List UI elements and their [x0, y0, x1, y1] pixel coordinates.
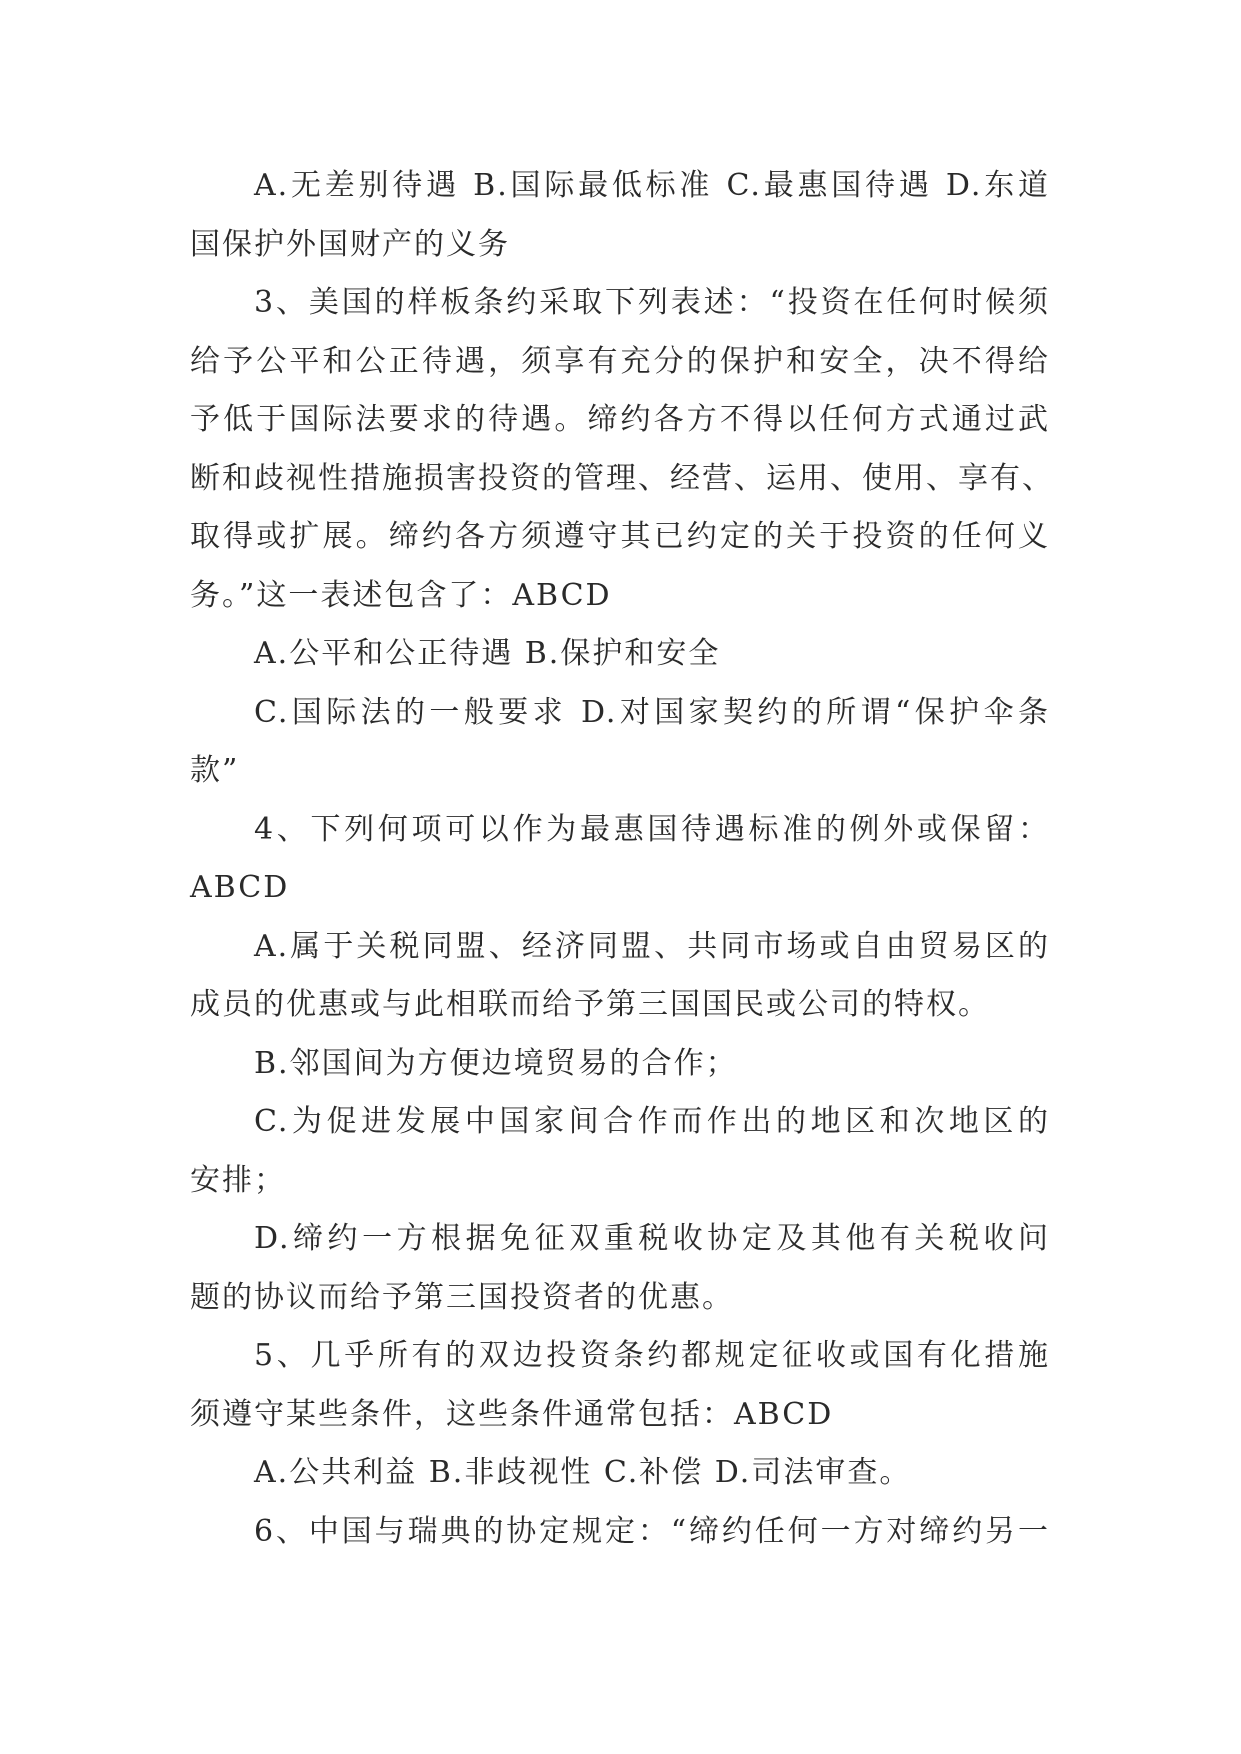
text-line: 给予公平和公正待遇，须享有充分的保护和安全，决不得给	[190, 343, 1050, 379]
text-line: A.无差别待遇 B.国际最低标准 C.最惠国待遇 D.东道	[254, 168, 1050, 203]
text-line: ABCD	[190, 870, 290, 905]
text-line: A.公共利益 B.非歧视性 C.补偿 D.司法审查。	[254, 1455, 912, 1490]
text-line: 予低于国际法要求的待遇。缔约各方不得以任何方式通过武	[190, 402, 1050, 437]
text-line: 断和歧视性措施损害投资的管理、经营、运用、使用、享有、	[190, 460, 1054, 496]
paragraph-q5	[190, 1327, 1050, 1444]
text-line: 安排；	[190, 1162, 286, 1198]
text-line: B.邻国间为方便边境贸易的合作；	[254, 1045, 738, 1081]
paragraph-q4-option-d	[190, 1210, 1050, 1327]
paragraph-q3	[190, 274, 1054, 625]
text-line: D.缔约一方根据免征双重税收协定及其他有关税收问	[254, 1221, 1050, 1256]
text-line: 须遵守某些条件，这些条件通常包括：ABCD	[190, 1396, 834, 1432]
paragraph-q4-option-b	[190, 1035, 1050, 1094]
paragraph-q4-option-a	[190, 918, 1050, 1035]
paragraph-q3-options-ab	[190, 625, 1050, 684]
text-line: 6、中国与瑞典的协定规定：“缔约任何一方对缔约另一	[254, 1513, 1050, 1549]
text-line: 4、下列何项可以作为最惠国待遇标准的例外或保留：	[254, 811, 1050, 847]
text-line: 国保护外国财产的义务	[190, 226, 510, 262]
paragraph-q4-option-c	[190, 1093, 1050, 1210]
paragraph-q6	[190, 1503, 1050, 1562]
paragraph-q2-options	[190, 157, 1050, 274]
text-line: 务。”这一表述包含了：ABCD	[190, 577, 612, 613]
text-line: 取得或扩展。缔约各方须遵守其已约定的关于投资的任何义	[190, 519, 1050, 554]
text-line: 题的协议而给予第三国投资者的优惠。	[190, 1279, 734, 1315]
paragraph-q4	[190, 801, 1050, 918]
document-page	[190, 157, 1054, 1561]
text-line: 款”	[190, 753, 240, 788]
paragraph-q5-options	[190, 1444, 1050, 1503]
text-line: A.属于关税同盟、经济同盟、共同市场或自由贸易区的	[254, 928, 1050, 964]
text-line: 成员的优惠或与此相联而给予第三国国民或公司的特权。	[190, 987, 990, 1022]
text-line: C.为促进发展中国家间合作而作出的地区和次地区的	[254, 1104, 1050, 1139]
paragraph-q3-options-cd	[190, 684, 1050, 801]
text-line: 3、美国的样板条约采取下列表述：“投资在任何时候须	[254, 285, 1050, 320]
text-line: A.公平和公正待遇 B.保护和安全	[254, 636, 721, 671]
text-line: 5、几乎所有的双边投资条约都规定征收或国有化措施	[254, 1338, 1050, 1373]
text-line: C.国际法的一般要求 D.对国家契约的所谓“保护伞条	[254, 694, 1050, 730]
